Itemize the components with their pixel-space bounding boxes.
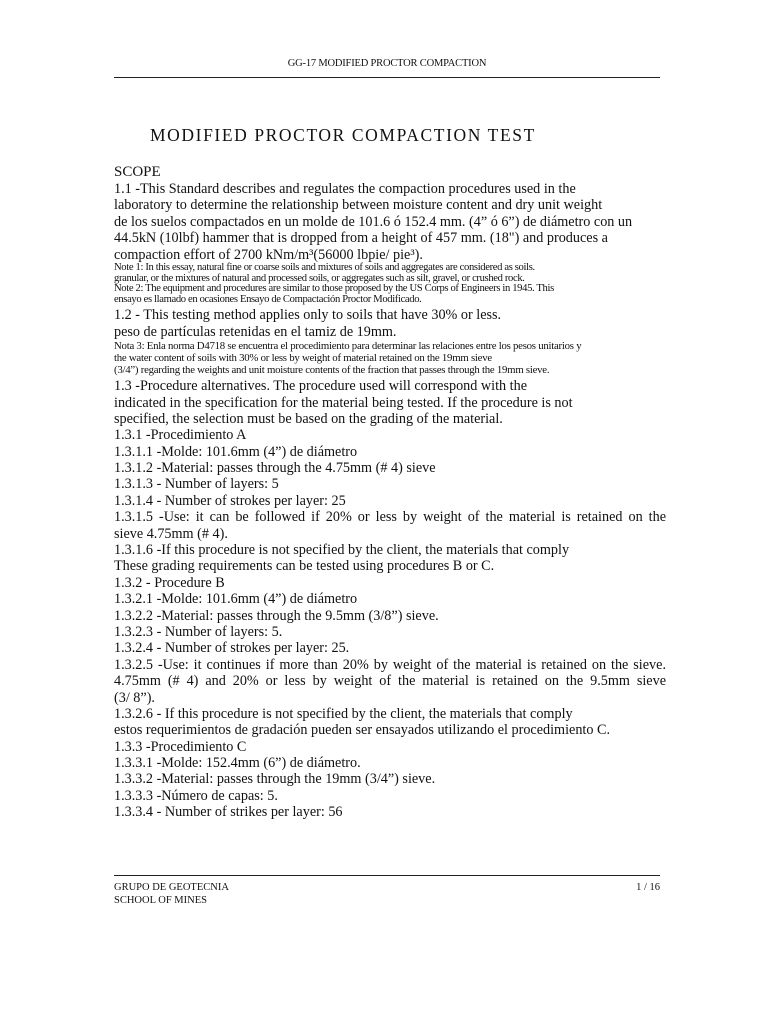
paragraph-line: 1.3.2.3 - Number of layers: 5. [114, 623, 283, 640]
footer-rule [114, 875, 660, 876]
paragraph-line: indicated in the specification for the material being tested. If the procedure is not [114, 394, 573, 411]
paragraph-line: 1.3.3.3 -Número de capas: 5. [114, 787, 278, 804]
paragraph-line: 1.3.3.2 -Material: passes through the 19mm (3/4”) sieve. [114, 771, 436, 788]
paragraph-line: 44.5kN (10lbf) hammer that is dropped from a height of 457 mm. (18") and produces a [114, 230, 608, 247]
page-number: 1 / 16 [636, 882, 660, 893]
note-line: the water content of soils with 30% or less by weight of material retained on the 19mm sieve [114, 352, 492, 365]
paragraph-line: 1.1 -This Standard describes and regulates the compaction procedures used in the [114, 181, 576, 197]
note-line: Nota 3: Enla norma D4718 se encuentra el procedimiento para determinar las relaciones entre los pesos unitarios y [114, 340, 582, 353]
paragraph-line: 1.3.1.2 -Material: passes through the 4.75mm (# 4) sieve [114, 460, 436, 477]
paragraph-line: 1.3.2.6 - If this procedure is not specified by the client, the materials that comply [114, 705, 573, 722]
paragraph-line: 1.3.2.5 -Use: it continues if more than 20% by weight of the material is retained on the sieve. [114, 656, 666, 673]
paragraph-line: 1.3.3.4 - Number of strikes per layer: 56 [114, 804, 343, 821]
paragraph-line: de los suelos compactados en un molde de 101.6 ó 152.4 mm. (4” ó 6”) de diámetro con un [114, 213, 633, 230]
paragraph-line: 1.3.1.5 -Use: it can be followed if 20% or less by weight of the material is retained on the [114, 509, 666, 526]
paragraph-line: 1.2 - This testing method applies only to soils that have 30% or less. [114, 307, 502, 324]
paragraph-line: specified, the selection must be based on the grading of the material. [114, 410, 503, 427]
paragraph-line: 4.75mm (# 4) and 20% or less by weight of the material is retained on the 9.5mm sieve [114, 673, 666, 690]
footer-school-name: SCHOOL OF MINES [114, 894, 207, 906]
paragraph-line: 1.3.2.2 -Material: passes through the 9.5mm (3/8”) sieve. [114, 607, 439, 624]
paragraph-line: (3/ 8”). [114, 689, 155, 706]
paragraph-line: 1.3.3 -Procedimiento C [114, 738, 247, 755]
note-line: (3/4”) regarding the weights and unit moisture contents of the fraction that passes through the 19mm sieve. [114, 364, 550, 377]
paragraph-line: estos requerimientos de gradación pueden ser ensayados utilizando el procedimiento C. [114, 722, 611, 739]
running-header: GG-17 MODIFIED PROCTOR COMPACTION [287, 58, 487, 69]
paragraph-line: 1.3.1.4 - Number of strokes per layer: 25 [114, 492, 346, 509]
paragraph-line: 1.3.1.1 -Molde: 101.6mm (4”) de diámetro [114, 443, 358, 460]
note-line: Note 2: The equipment and procedures are similar to those proposed by the US Corps of Engineers in 1945. This [114, 283, 554, 295]
paragraph-line: 1.3 -Procedure alternatives. The procedure used will correspond with the [114, 378, 528, 395]
document-title: MODIFIED PROCTOR COMPACTION TEST [150, 125, 536, 145]
paragraph-line: 1.3.2.1 -Molde: 101.6mm (4”) de diámetro [114, 591, 358, 608]
note-line: ensayo es llamado en ocasiones Ensayo de Compactación Proctor Modificado. [114, 293, 422, 305]
paragraph-line: 1.3.3.1 -Molde: 152.4mm (6”) de diámetro. [114, 755, 361, 772]
paragraph-line: 1.3.1 -Procedimiento A [114, 427, 247, 444]
paragraph-line: 1.3.2 - Procedure B [114, 574, 225, 591]
paragraph-line: 1.3.2.4 - Number of strokes per layer: 25. [114, 640, 350, 657]
section-heading-scope: SCOPE [114, 164, 161, 180]
paragraph-line: 1.3.1.3 - Number of layers: 5 [114, 476, 279, 493]
paragraph-line: compaction effort of 2700 kNm/m³(56000 lbpie/ pie³). [114, 246, 423, 263]
footer-institution [114, 882, 229, 907]
paragraph-line: peso de partículas retenidas en el tamiz de 19mm. [114, 323, 397, 340]
paragraph-line: sieve 4.75mm (# 4). [114, 525, 228, 542]
header-rule [114, 77, 660, 78]
note-line: Note 1: In this essay, natural fine or coarse soils and mixtures of soils and aggregates are considered as soils. [114, 261, 535, 273]
document-body [114, 164, 666, 821]
paragraph-line: These grading requirements can be tested using procedures B or C. [114, 558, 495, 575]
paragraph-line: 1.3.1.6 -If this procedure is not specified by the client, the materials that comply [114, 542, 570, 559]
footer-group-name: GRUPO DE GEOTECNIA [114, 882, 229, 893]
note-line: granular, or the mixtures of natural and processed soils, or aggregates such as silt, gravel, or crushed rock. [114, 272, 525, 284]
paragraph-line: laboratory to determine the relationship between moisture content and dry unit weight [114, 197, 603, 214]
